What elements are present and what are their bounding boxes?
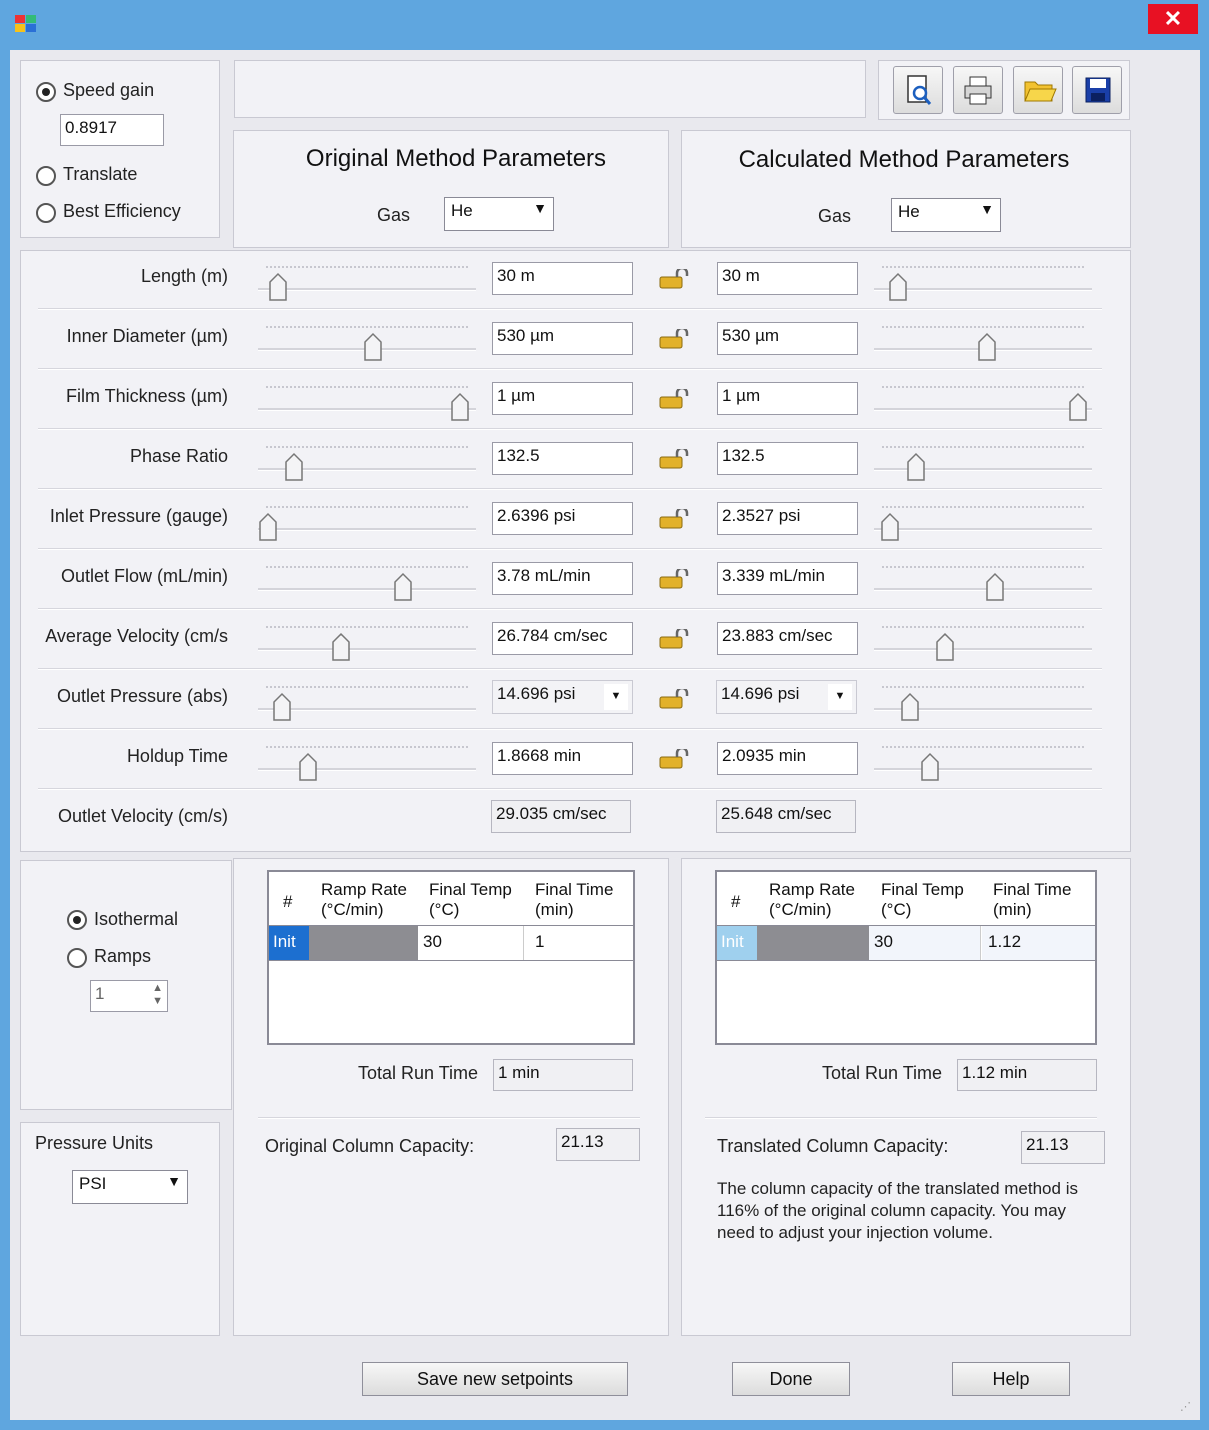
unlock-icon[interactable] xyxy=(657,569,691,589)
message-panel xyxy=(234,60,866,118)
original-param-input[interactable]: 1.8668 min xyxy=(492,742,633,775)
ramps-label: Ramps xyxy=(94,946,152,966)
original-slider-thumb[interactable] xyxy=(268,272,288,302)
print-preview-icon xyxy=(894,67,944,115)
original-slider-track[interactable] xyxy=(258,528,476,531)
window-frame-left xyxy=(0,50,10,1430)
table-header-ramp-rate: Ramp Rate (°C/min) xyxy=(769,880,855,919)
calculated-slider-track[interactable] xyxy=(874,408,1092,411)
table-header-final-temp: Final Temp (°C) xyxy=(429,880,512,919)
slider-ticks xyxy=(266,746,468,748)
original-slider-track[interactable] xyxy=(258,288,476,291)
row-divider xyxy=(38,548,1102,550)
speed-gain-label: Speed gain xyxy=(63,80,155,100)
translate-label: Translate xyxy=(63,164,138,184)
slider-ticks xyxy=(266,686,468,688)
calculated-param-value: 14.696 psi xyxy=(721,684,800,703)
calculated-ramp-table[interactable] xyxy=(715,870,1097,1045)
original-slider-thumb[interactable] xyxy=(331,632,351,662)
original-gas-label: Gas xyxy=(377,205,411,225)
original-param-input[interactable]: 26.784 cm/sec xyxy=(492,622,633,655)
unlock-icon[interactable] xyxy=(657,449,691,469)
isothermal-radio[interactable] xyxy=(67,910,87,930)
title-bar xyxy=(0,0,1209,50)
original-slider-thumb[interactable] xyxy=(258,512,278,542)
original-param-input[interactable]: 132.5 xyxy=(492,442,633,475)
calculated-param-input[interactable]: 30 m xyxy=(717,262,858,295)
ramps-stepper[interactable] xyxy=(90,980,168,1012)
original-header: Original Method Parameters xyxy=(305,145,607,172)
param-label: Film Thickness (µm) xyxy=(65,386,228,406)
original-param-dropdown[interactable] xyxy=(492,680,633,714)
calculated-run-time-value: 1.12 min xyxy=(957,1059,1097,1091)
table-header-number: # xyxy=(283,892,293,911)
capacity-note: The column capacity of the translated method is 116% of the original column capacity. You may need to adjust your injection volume. xyxy=(717,1179,1078,1242)
table-header-final-time: Final Time (min) xyxy=(535,880,614,919)
isothermal-label: Isothermal xyxy=(94,909,179,929)
calculated-param-input[interactable]: 530 µm xyxy=(717,322,858,355)
unlock-icon[interactable] xyxy=(657,269,691,289)
original-slider-track[interactable] xyxy=(258,768,476,771)
calculated-slider-thumb[interactable] xyxy=(900,692,920,722)
original-param-input[interactable]: 30 m xyxy=(492,262,633,295)
print-icon xyxy=(954,67,1004,115)
original-param-input[interactable]: 3.78 mL/min xyxy=(492,562,633,595)
slider-ticks xyxy=(266,326,468,328)
slider-ticks xyxy=(266,446,468,448)
table-header-final-time: Final Time (min) xyxy=(993,880,1072,919)
translated-capacity-value: 21.13 xyxy=(1021,1131,1105,1164)
original-gas-select[interactable] xyxy=(444,197,554,231)
original-slider-track[interactable] xyxy=(258,648,476,651)
slider-ticks xyxy=(266,506,468,508)
row-divider xyxy=(38,308,1102,310)
open-folder-icon xyxy=(1014,67,1064,115)
calculated-slider-track[interactable] xyxy=(874,648,1092,651)
ramps-radio[interactable] xyxy=(67,948,87,968)
original-param-input[interactable]: 2.6396 psi xyxy=(492,502,633,535)
final-temp-cell[interactable]: 30 xyxy=(418,926,524,960)
calculated-outlet-velocity: 25.648 cm/sec xyxy=(716,800,856,833)
divider xyxy=(258,1117,640,1119)
original-slider-thumb[interactable] xyxy=(450,392,470,422)
original-capacity-label: Original Column Capacity: xyxy=(265,1136,475,1156)
original-capacity-value: 21.13 xyxy=(556,1128,640,1161)
table-row[interactable] xyxy=(269,925,633,961)
stepper-arrows-icon[interactable]: ▲ ▼ xyxy=(152,982,163,1007)
dropdown-arrow-icon[interactable]: ▼ xyxy=(604,684,628,710)
row-divider xyxy=(38,488,1102,490)
chevron-down-icon: ▼ xyxy=(167,1173,181,1189)
slider-ticks xyxy=(882,566,1084,568)
calculated-slider-thumb[interactable] xyxy=(977,332,997,362)
help-button[interactable]: Help xyxy=(952,1362,1070,1396)
calculated-slider-thumb[interactable] xyxy=(1068,392,1088,422)
calculated-slider-thumb[interactable] xyxy=(906,452,926,482)
row-divider xyxy=(38,608,1102,610)
table-row[interactable] xyxy=(717,925,1095,961)
unlock-icon[interactable] xyxy=(657,389,691,409)
calculated-slider-thumb[interactable] xyxy=(880,512,900,542)
original-gas-value: He xyxy=(451,201,473,220)
calculated-slider-thumb[interactable] xyxy=(920,752,940,782)
row-divider xyxy=(38,728,1102,730)
original-slider-thumb[interactable] xyxy=(363,332,383,362)
calculated-slider-thumb[interactable] xyxy=(935,632,955,662)
outlet-velocity-label: Outlet Velocity (cm/s) xyxy=(57,806,228,826)
pressure-units-label: Pressure Units xyxy=(35,1133,154,1153)
slider-ticks xyxy=(882,266,1084,268)
resize-grip-icon[interactable]: ⋰ xyxy=(1180,1401,1191,1413)
param-label: Outlet Flow (mL/min) xyxy=(60,566,228,586)
unlock-icon[interactable] xyxy=(657,749,691,769)
unlock-icon[interactable] xyxy=(657,329,691,349)
final-time-cell[interactable]: 1 xyxy=(535,932,545,951)
slider-ticks xyxy=(266,566,468,568)
calculated-param-input[interactable]: 2.0935 min xyxy=(717,742,858,775)
translated-capacity-label: Translated Column Capacity: xyxy=(717,1136,949,1156)
ramp-rate-cell xyxy=(309,926,418,960)
calculated-param-input[interactable]: 132.5 xyxy=(717,442,858,475)
save-file-button[interactable] xyxy=(1072,66,1122,114)
save-icon xyxy=(1073,67,1123,115)
calculated-header: Calculated Method Parameters xyxy=(738,146,1070,173)
original-run-time-value: 1 min xyxy=(493,1059,633,1091)
unlock-icon[interactable] xyxy=(657,509,691,529)
calculated-param-input[interactable]: 23.883 cm/sec xyxy=(717,622,858,655)
param-label: Holdup Time xyxy=(126,746,228,766)
dropdown-arrow-icon[interactable]: ▼ xyxy=(828,684,852,710)
divider xyxy=(705,1117,1097,1119)
unlock-icon[interactable] xyxy=(657,629,691,649)
original-param-input[interactable]: 530 µm xyxy=(492,322,633,355)
original-param-input[interactable]: 1 µm xyxy=(492,382,633,415)
table-header-ramp-rate: Ramp Rate (°C/min) xyxy=(321,880,407,919)
slider-ticks xyxy=(882,746,1084,748)
original-slider-track[interactable] xyxy=(258,408,476,411)
row-header-init[interactable]: Init xyxy=(717,926,757,960)
calculated-param-input[interactable]: 3.339 mL/min xyxy=(717,562,858,595)
speed-gain-input[interactable]: 0.8917 xyxy=(60,114,164,146)
slider-ticks xyxy=(882,326,1084,328)
chevron-down-icon: ▼ xyxy=(980,201,994,217)
slider-ticks xyxy=(882,686,1084,688)
original-param-value: 14.696 psi xyxy=(497,684,576,703)
slider-ticks xyxy=(882,446,1084,448)
original-slider-track[interactable] xyxy=(258,588,476,591)
calculated-gas-value: He xyxy=(898,202,920,221)
calculated-gas-select[interactable] xyxy=(891,198,1001,232)
slider-ticks xyxy=(266,386,468,388)
table-header-number: # xyxy=(731,892,741,911)
calculated-slider-thumb[interactable] xyxy=(888,272,908,302)
chevron-down-icon: ▼ xyxy=(533,200,547,216)
app-icon xyxy=(14,12,38,34)
param-label: Inner Diameter (µm) xyxy=(66,326,228,346)
save-setpoints-button[interactable]: Save new setpoints xyxy=(362,1362,628,1396)
translate-radio[interactable] xyxy=(36,166,56,186)
original-slider-thumb[interactable] xyxy=(298,752,318,782)
best-efficiency-label: Best Efficiency xyxy=(63,201,181,221)
original-run-time-label: Total Run Time xyxy=(358,1063,479,1083)
calculated-slider-thumb[interactable] xyxy=(985,572,1005,602)
row-divider xyxy=(38,668,1102,670)
param-label: Inlet Pressure (gauge) xyxy=(49,506,228,526)
close-button[interactable]: ✕ xyxy=(1148,4,1198,34)
row-divider xyxy=(38,428,1102,430)
unlock-icon[interactable] xyxy=(657,689,691,709)
slider-ticks xyxy=(882,506,1084,508)
speed-gain-radio[interactable] xyxy=(36,82,56,102)
ramp-rate-cell xyxy=(757,926,869,960)
param-label: Length (m) xyxy=(140,266,228,286)
calculated-gas-label: Gas xyxy=(818,206,852,226)
slider-ticks xyxy=(266,266,468,268)
calculated-param-input[interactable]: 1 µm xyxy=(717,382,858,415)
pressure-units-select[interactable] xyxy=(72,1170,188,1204)
param-label: Phase Ratio xyxy=(129,446,228,466)
row-divider xyxy=(38,368,1102,370)
slider-ticks xyxy=(882,386,1084,388)
param-label: Outlet Pressure (abs) xyxy=(56,686,228,706)
calculated-param-input[interactable]: 2.3527 psi xyxy=(717,502,858,535)
slider-ticks xyxy=(266,626,468,628)
calculated-slider-track[interactable] xyxy=(874,588,1092,591)
calculated-run-time-label: Total Run Time xyxy=(822,1063,943,1083)
window-frame-bottom xyxy=(0,1420,1209,1430)
original-slider-thumb[interactable] xyxy=(272,692,292,722)
done-button[interactable]: Done xyxy=(732,1362,850,1396)
row-divider xyxy=(38,788,1102,790)
row-header-init[interactable]: Init xyxy=(269,926,309,960)
print-button[interactable] xyxy=(953,66,1003,114)
slider-ticks xyxy=(882,626,1084,628)
calculated-slider-track[interactable] xyxy=(874,768,1092,771)
calculated-param-dropdown[interactable] xyxy=(716,680,857,714)
original-slider-thumb[interactable] xyxy=(393,572,413,602)
table-header-final-temp: Final Temp (°C) xyxy=(881,880,964,919)
final-temp-cell: 30 xyxy=(869,926,981,960)
pressure-units-value: PSI xyxy=(79,1174,107,1193)
original-outlet-velocity: 29.035 cm/sec xyxy=(491,800,631,833)
pressure-units-panel xyxy=(20,1122,220,1336)
original-slider-thumb[interactable] xyxy=(284,452,304,482)
ramps-value: 1 xyxy=(95,984,105,1003)
final-time-cell: 1.12 xyxy=(982,926,1095,960)
window-frame-right xyxy=(1200,50,1209,1430)
open-button[interactable] xyxy=(1013,66,1063,114)
best-efficiency-radio[interactable] xyxy=(36,203,56,223)
original-ramp-table[interactable] xyxy=(267,870,635,1045)
print-preview-button[interactable] xyxy=(893,66,943,114)
param-label: Average Velocity (cm/s xyxy=(45,626,228,646)
calculated-slider-track[interactable] xyxy=(874,528,1092,531)
